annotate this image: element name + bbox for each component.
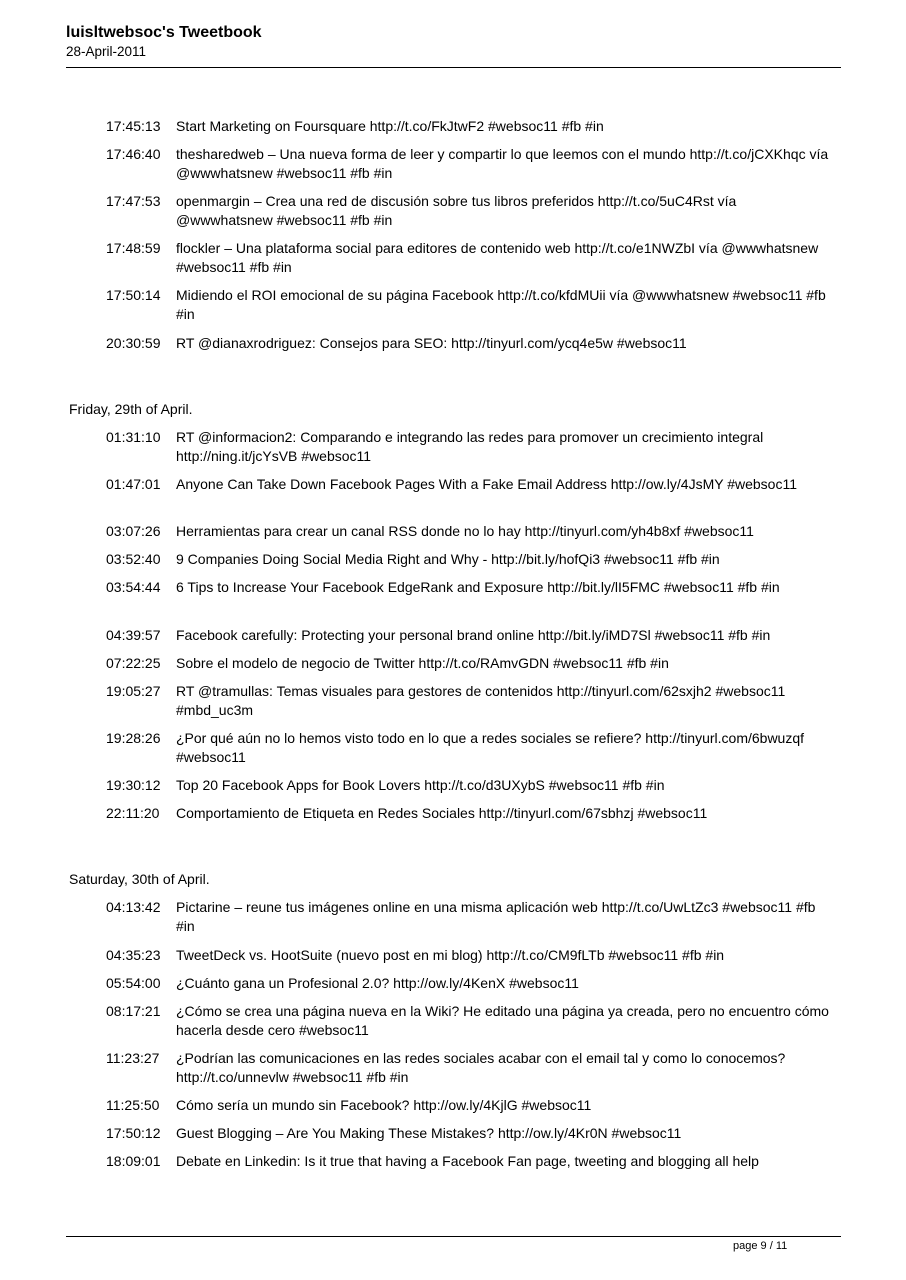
tweet-time: 11:23:27 [106, 1050, 160, 1066]
tweet-text: Start Marketing on Foursquare http://t.co/FkJtwF2 #websoc11 #fb #in [176, 118, 604, 134]
tweet-time: 19:28:26 [106, 730, 161, 746]
header-divider [66, 67, 841, 68]
day-heading: Saturday, 30th of April. [69, 871, 210, 887]
tweet-time: 17:45:13 [106, 118, 161, 134]
tweet-time: 04:39:57 [106, 627, 161, 643]
tweet-text: Debate en Linkedin: Is it true that having a Facebook Fan page, tweeting and blogging all help [176, 1153, 759, 1169]
footer-divider [66, 1236, 841, 1237]
day-heading: Friday, 29th of April. [69, 401, 193, 417]
tweet-time: 17:46:40 [106, 146, 161, 162]
tweet-text: RT @tramullas: Temas visuales para gestores de contenidos http://tinyurl.com/62sxjh2 #websoc11 #mbd_uc3m [176, 683, 786, 718]
tweet-text: Facebook carefully: Protecting your personal brand online http://bit.ly/iMD7Sl #websoc11 #fb #in [176, 627, 771, 643]
page-number: page 9 / 11 [733, 1240, 788, 1252]
tweet-time: 01:31:10 [106, 429, 161, 445]
tweet-text: Herramientas para crear un canal RSS donde no lo hay http://tinyurl.com/yh4b8xf #websoc11 [176, 523, 754, 539]
tweet-time: 17:48:59 [106, 240, 161, 256]
tweet-text: Midiendo el ROI emocional de su página Facebook http://t.co/kfdMUii vía @wwwhatsnew #websoc11 #fb #in [176, 287, 826, 322]
tweet-text: TweetDeck vs. HootSuite (nuevo post en mi blog) http://t.co/CM9fLTb #websoc11 #fb #in [176, 947, 725, 963]
tweet-time: 19:30:12 [106, 777, 161, 793]
document-title: luisltwebsoc's Tweetbook [66, 24, 262, 41]
tweet-text: Top 20 Facebook Apps for Book Lovers http://t.co/d3UXybS #websoc11 #fb #in [176, 777, 665, 793]
tweet-text: Pictarine – reune tus imágenes online en una misma aplicación web http://t.co/UwLtZc3 #websoc11 #fb #in [176, 899, 816, 934]
tweet-text: Guest Blogging – Are You Making These Mistakes? http://ow.ly/4Kr0N #websoc11 [176, 1125, 682, 1141]
tweet-time: 07:22:25 [106, 655, 161, 671]
tweet-time: 11:25:50 [106, 1097, 160, 1113]
tweet-time: 03:52:40 [106, 551, 161, 567]
tweet-text: 6 Tips to Increase Your Facebook EdgeRank and Exposure http://bit.ly/lI5FMC #websoc11 #fb #in [176, 579, 780, 595]
tweet-time: 08:17:21 [106, 1003, 161, 1019]
tweet-time: 17:50:14 [106, 287, 161, 303]
tweet-time: 18:09:01 [106, 1153, 161, 1169]
tweet-text: flockler – Una plataforma social para editores de contenido web http://t.co/e1NWZbI vía @wwwhatsnew #websoc11 #fb #in [176, 240, 819, 275]
tweet-text: Comportamiento de Etiqueta en Redes Sociales http://tinyurl.com/67sbhzj #websoc11 [176, 805, 708, 821]
tweet-text: ¿Podrían las comunicaciones en las redes sociales acabar con el email tal y como lo conocemos? http://t.co/unnevlw #websoc11 #fb #in [176, 1050, 786, 1085]
tweet-text: Cómo sería un mundo sin Facebook? http://ow.ly/4KjlG #websoc11 [176, 1097, 592, 1113]
document-date: 28-April-2011 [66, 44, 147, 59]
tweet-time: 17:50:12 [106, 1125, 161, 1141]
tweet-time: 19:05:27 [106, 683, 161, 699]
tweet-text: RT @dianaxrodriguez: Consejos para SEO: http://tinyurl.com/ycq4e5w #websoc11 [176, 335, 687, 351]
tweet-text: ¿Cómo se crea una página nueva en la Wiki? He editado una página ya creada, pero no encuentro cómo hacerla desde cero #websoc11 [176, 1003, 829, 1038]
tweet-time: 22:11:20 [106, 805, 160, 821]
tweet-text: openmargin – Crea una red de discusión sobre tus libros preferidos http://t.co/5uC4Rst vía @wwwhatsnew #websoc11 #fb #in [176, 193, 737, 228]
tweet-text: thesharedweb – Una nueva forma de leer y compartir lo que leemos con el mundo http://t.co/jCXKhqc vía @wwwhatsnew #websoc11 #fb #in [176, 146, 829, 181]
tweet-time: 05:54:00 [106, 975, 161, 991]
tweet-text: RT @informacion2: Comparando e integrando las redes para promover un crecimiento integral http://ning.it/jcYsVB #websoc11 [176, 429, 764, 464]
tweet-time: 03:54:44 [106, 579, 161, 595]
tweet-text: Sobre el modelo de negocio de Twitter http://t.co/RAmvGDN #websoc11 #fb #in [176, 655, 669, 671]
tweet-text: ¿Cuánto gana un Profesional 2.0? http://ow.ly/4KenX #websoc11 [176, 975, 579, 991]
tweet-time: 04:35:23 [106, 947, 161, 963]
tweet-time: 01:47:01 [106, 476, 161, 492]
tweet-time: 20:30:59 [106, 335, 161, 351]
tweet-text: Anyone Can Take Down Facebook Pages With a Fake Email Address http://ow.ly/4JsMY #websoc11 [176, 476, 797, 492]
tweet-time: 03:07:26 [106, 523, 161, 539]
tweet-time: 17:47:53 [106, 193, 161, 209]
tweet-time: 04:13:42 [106, 899, 161, 915]
tweet-text: 9 Companies Doing Social Media Right and Why - http://bit.ly/hofQi3 #websoc11 #fb #in [176, 551, 720, 567]
tweet-text: ¿Por qué aún no lo hemos visto todo en lo que a redes sociales se refiere? http://tinyurl.com/6bwuzqf #websoc11 [176, 730, 805, 765]
